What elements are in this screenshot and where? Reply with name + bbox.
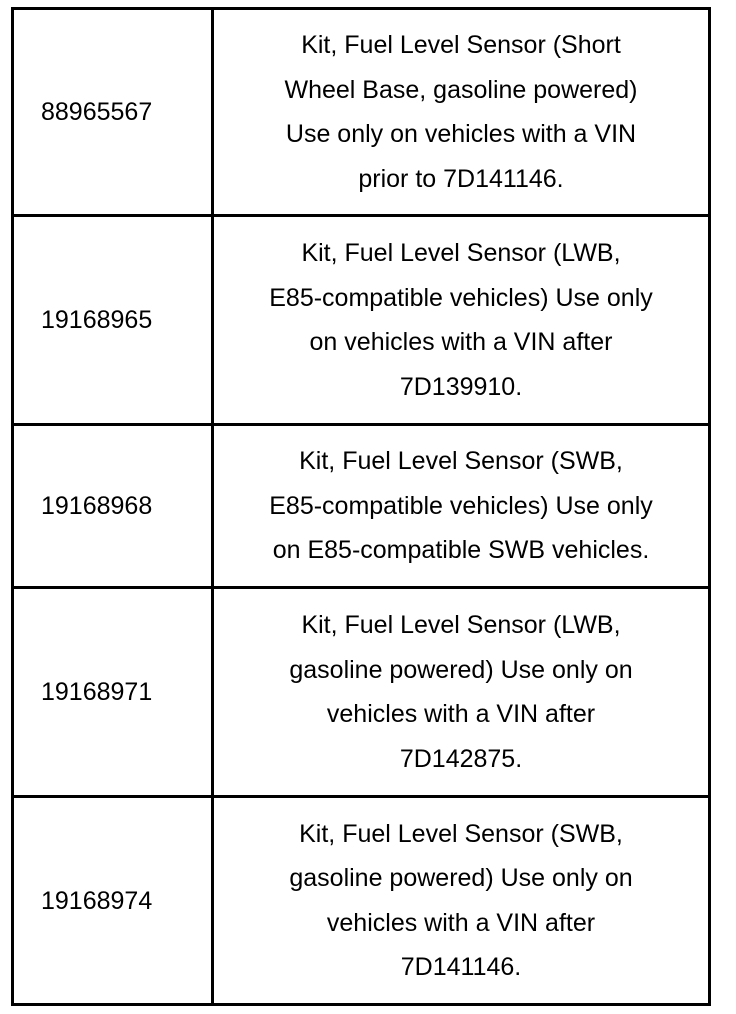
description-line: vehicles with a VIN after (326, 908, 596, 937)
description-line: vehicles with a VIN after (326, 700, 596, 728)
description-cell (213, 216, 710, 425)
part-number-cell (13, 797, 213, 1005)
description-line: gasoline powered) Use only on (289, 655, 633, 684)
description-line: Kit, Fuel Level Sensor (LWB, (301, 611, 621, 639)
description-line: prior to 7D141146. (358, 164, 564, 193)
table-row (13, 216, 710, 425)
part-number-cell (13, 9, 213, 216)
description-line: E85-compatible vehicles) Use only (269, 283, 653, 312)
description-line: Kit, Fuel Level Sensor (LWB, (301, 239, 621, 267)
part-number-cell (13, 216, 213, 425)
table-row (13, 9, 710, 216)
part-number: 19168965 (41, 306, 153, 334)
table-row (13, 588, 710, 797)
part-number: 19168968 (41, 492, 153, 520)
description-line: Wheel Base, gasoline powered) (284, 75, 638, 104)
description-line: on E85-compatible SWB vehicles. (272, 536, 650, 565)
table-row (13, 797, 710, 1005)
part-number-cell (13, 425, 213, 588)
description-line: E85-compatible vehicles) Use only (269, 491, 653, 520)
part-number-cell (13, 588, 213, 797)
description-line: 7D142875. (399, 744, 523, 773)
description-line: 7D139910. (399, 372, 523, 401)
parts-table (11, 7, 711, 1006)
part-number: 19168974 (41, 886, 153, 915)
description-cell (213, 588, 710, 797)
description-cell (213, 797, 710, 1005)
description-line: on vehicles with a VIN after (309, 328, 613, 356)
description-line: Kit, Fuel Level Sensor (Short (301, 31, 621, 59)
description-cell (213, 425, 710, 588)
description-line: Use only on vehicles with a VIN (285, 120, 637, 148)
part-number: 88965567 (41, 98, 153, 126)
description-line: Kit, Fuel Level Sensor (SWB, (299, 447, 623, 476)
table-row (13, 425, 710, 588)
description-cell (213, 9, 710, 216)
description-line: 7D141146. (400, 953, 522, 981)
description-line: gasoline powered) Use only on (289, 864, 633, 892)
part-number: 19168971 (41, 678, 153, 706)
description-line: Kit, Fuel Level Sensor (SWB, (299, 819, 623, 848)
